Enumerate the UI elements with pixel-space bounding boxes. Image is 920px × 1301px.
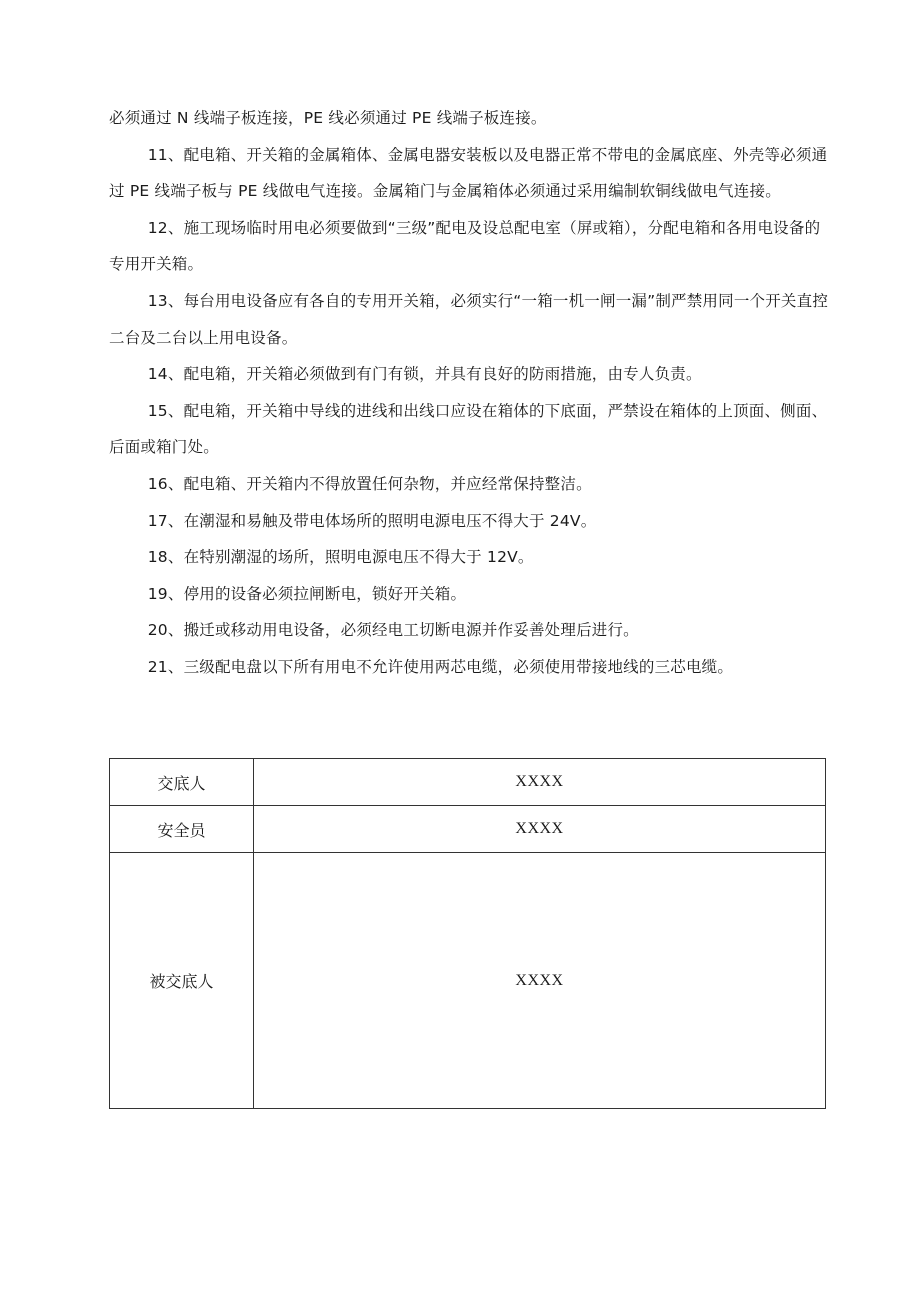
paragraph-item-15: 15、配电箱，开关箱中导线的进线和出线口应设在箱体的下底面，严禁设在箱体的上顶面、侧面、后面或箱门处。 (109, 401, 828, 457)
table-row (110, 759, 826, 806)
paragraph-item-11: 11、配电箱、开关箱的金属箱体、金属电器安装板以及电器正常不带电的金属底座、外壳等必须通过 PE 线端子板与 PE 线做电气连接。金属箱门与金属箱体必须通过采用编制软铜线做电气连接。 (109, 145, 828, 201)
paragraph-item-13: 13、每台用电设备应有各自的专用开关箱，必须实行“一箱一机一闸一漏”制严禁用同一个开关直控二台及二台以上用电设备。 (109, 291, 829, 347)
table-row (110, 853, 826, 1109)
briefed-person-label: 被交底人 (110, 853, 254, 1109)
briefer-value: XXXX (254, 759, 826, 806)
safety-officer-value: XXXX (254, 806, 826, 853)
paragraph-item-17: 17、在潮湿和易触及带电体场所的照明电源电压不得大于 24V。 (147, 511, 597, 530)
paragraph-item-19: 19、停用的设备必须拉闸断电，锁好开关箱。 (147, 584, 467, 603)
table-row (110, 806, 826, 853)
paragraph-item-16: 16、配电箱、开关箱内不得放置任何杂物，并应经常保持整洁。 (147, 474, 592, 493)
paragraph-item-20: 20、搬迁或移动用电设备，必须经电工切断电源并作妥善处理后进行。 (147, 621, 639, 640)
briefer-label: 交底人 (110, 759, 254, 806)
paragraph-continuation: 必须通过 N 线端子板连接，PE 线必须通过 PE 线端子板连接。 (109, 109, 547, 127)
paragraph-item-18: 18、在特别潮湿的场所，照明电源电压不得大于 12V。 (147, 548, 534, 567)
briefed-person-value: XXXX (254, 853, 826, 1109)
safety-officer-label: 安全员 (110, 806, 254, 853)
signature-table (109, 758, 826, 1109)
paragraph-item-21: 21、三级配电盘以下所有用电不允许使用两芯电缆，必须使用带接地线的三芯电缆。 (147, 657, 734, 676)
body-text (109, 100, 829, 686)
paragraph-item-14: 14、配电箱，开关箱必须做到有门有锁，并具有良好的防雨措施，由专人负责。 (147, 365, 702, 384)
paragraph-item-12: 12、施工现场临时用电必须要做到“三级”配电及设总配电室（屏或箱），分配电箱和各用电设备的专用开关箱。 (109, 218, 821, 274)
